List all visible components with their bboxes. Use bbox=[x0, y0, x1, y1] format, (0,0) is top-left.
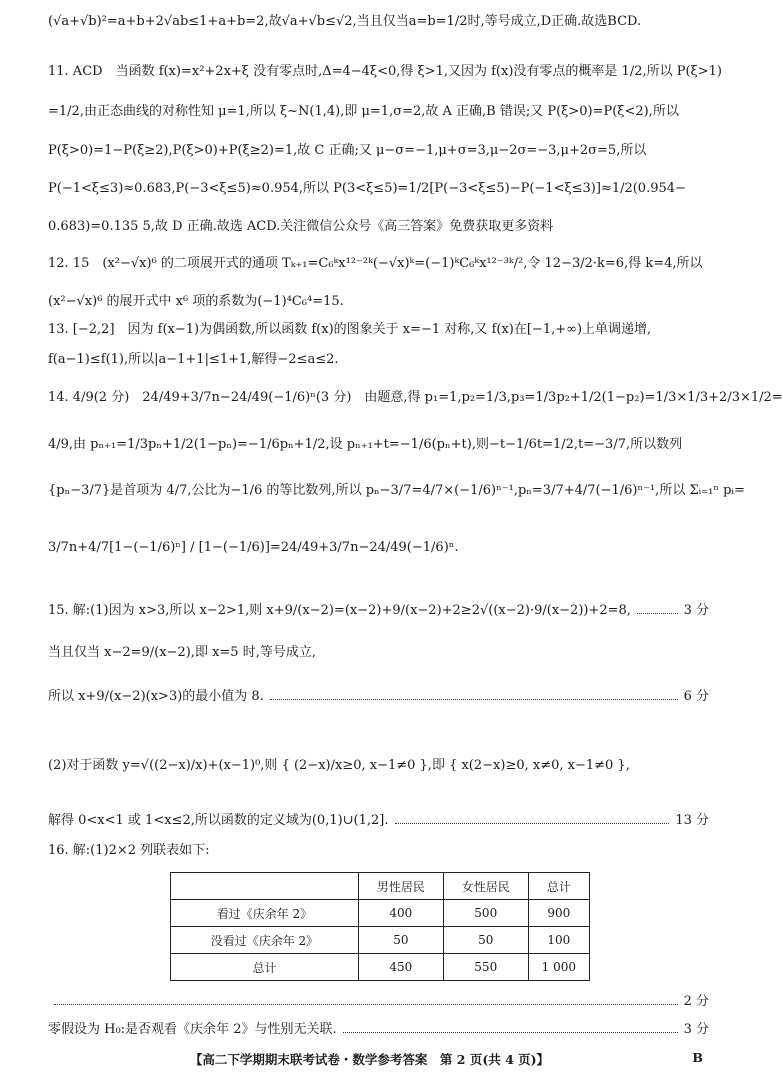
scored-line bbox=[48, 813, 709, 829]
text-line: (√a+√b)²=a+b+2√ab≤1+a+b=2,故√a+√b≤√2,当且仅当a=b=1/2时,等号成立,D正确.故选BCD. bbox=[48, 14, 642, 29]
text-line: {pₙ−3/7}是首项为 4/7,公比为−1/6 的等比数列,所以 pₙ−3/7=4/7×(−1/6)ⁿ⁻¹,pₙ=3/7+4/7(−1/6)ⁿ⁻¹,所以 Σᵢ₌₁ⁿ pᵢ= bbox=[48, 483, 745, 498]
text-line: 16. 解:(1)2×2 列联表如下: bbox=[48, 843, 210, 858]
text-line: 12. 15 (x²−√x)⁶ 的二项展开式的通项 Tₖ₊₁=C₆ᵏx¹²⁻²ᵏ(−√x)ᵏ=(−1)ᵏC₆ᵏx¹²⁻³ᵏ/²,令 12−3/2·k=6,得 k=4,所以 bbox=[48, 256, 703, 271]
leader-dots bbox=[270, 689, 678, 700]
table-cell: 1 000 bbox=[528, 954, 589, 981]
table-row bbox=[171, 900, 590, 927]
score-label: 2 分 bbox=[683, 994, 709, 1009]
table-cell: 900 bbox=[528, 900, 589, 927]
scored-text: 零假设为 H₀:是否观看《庆余年 2》与性别无关联. bbox=[48, 1022, 337, 1037]
text-line: f(a−1)≤f(1),所以|a−1+1|≤1+1,解得−2≤a≤2. bbox=[48, 352, 339, 367]
table-cell: 总计 bbox=[171, 954, 359, 981]
scored-line bbox=[48, 994, 709, 1010]
table-header-row bbox=[171, 873, 590, 900]
table-row bbox=[171, 927, 590, 954]
text-line: (2)对于函数 y=√((2−x)/x)+(x−1)⁰,则 { (2−x)/x≥0, x−1≠0 },即 { x(2−x)≥0, x≠0, x−1≠0 }, bbox=[48, 758, 630, 773]
text-line: 当且仅当 x−2=9/(x−2),即 x=5 时,等号成立, bbox=[48, 645, 316, 660]
score-label: 3 分 bbox=[683, 603, 709, 618]
score-label: 6 分 bbox=[683, 689, 709, 704]
page-footer: 【高二下学期期末联考试卷・数学参考答案 第 2 页(共 4 页)】 bbox=[189, 1052, 550, 1067]
version-letter: B bbox=[692, 1050, 703, 1065]
table-cell: 100 bbox=[528, 927, 589, 954]
leader-dots bbox=[637, 603, 678, 614]
text-line: P(ξ>0)=1−P(ξ≥2),P(ξ>0)+P(ξ≥2)=1,故 C 正确;又 μ−σ=−1,μ+σ=3,μ−2σ=−3,μ+2σ=5,所以 bbox=[48, 143, 647, 158]
table-cell: 没看过《庆余年 2》 bbox=[171, 927, 359, 954]
table-row bbox=[171, 954, 590, 981]
text-line: =1/2,由正态曲线的对称性知 μ=1,所以 ξ~N(1,4),即 μ=1,σ=2,故 A 正确,B 错误;又 P(ξ>0)=P(ξ<2),所以 bbox=[48, 104, 679, 119]
table-cell: 400 bbox=[358, 900, 443, 927]
table-cell: 500 bbox=[443, 900, 528, 927]
leader-dots bbox=[54, 994, 678, 1005]
scored-line bbox=[48, 603, 709, 619]
contingency-table bbox=[170, 872, 590, 981]
text-line: 3/7n+4/7[1−(−1/6)ⁿ] / [1−(−1/6)]=24/49+3/7n−24/49(−1/6)ⁿ. bbox=[48, 540, 459, 555]
text-line: 14. 4/9(2 分) 24/49+3/7n−24/49(−1/6)ⁿ(3 分) 由题意,得 p₁=1,p₂=1/3,p₃=1/3p₂+1/2(1−p₂)=1/3×1/3+2/3×1/2= bbox=[48, 390, 783, 405]
scored-text: 解得 0<x<1 或 1<x≤2,所以函数的定义域为(0,1)∪(1,2]. bbox=[48, 813, 389, 828]
scored-line bbox=[48, 689, 709, 705]
table-header-cell bbox=[171, 873, 359, 900]
table-cell: 450 bbox=[358, 954, 443, 981]
table-header-cell: 总计 bbox=[528, 873, 589, 900]
leader-dots bbox=[395, 813, 670, 824]
table-cell: 550 bbox=[443, 954, 528, 981]
leader-dots bbox=[343, 1022, 678, 1033]
scored-line bbox=[48, 1022, 709, 1038]
text-line: 13. [−2,2] 因为 f(x−1)为偶函数,所以函数 f(x)的图象关于 x=−1 对称,又 f(x)在[−1,+∞)上单调递增, bbox=[48, 322, 652, 337]
text-line: 0.683)=0.135 5,故 D 正确.故选 ACD.关注微信公众号《高三答案》免费获取更多资料 bbox=[48, 219, 554, 234]
table-header-cell: 女性居民 bbox=[443, 873, 528, 900]
text-line: 11. ACD 当函数 f(x)=x²+2x+ξ 没有零点时,Δ=4−4ξ<0,得 ξ>1,又因为 f(x)没有零点的概率是 1/2,所以 P(ξ>1) bbox=[48, 64, 722, 79]
text-line: P(−1<ξ≤3)≈0.683,P(−3<ξ≤5)≈0.954,所以 P(3<ξ≤5)=1/2[P(−3<ξ≤5)−P(−1<ξ≤3)]≈1/2(0.954− bbox=[48, 181, 686, 196]
text-line: (x²−√x)⁶ 的展开式中 x⁶ 项的系数为(−1)⁴C₆⁴=15. bbox=[48, 294, 344, 309]
scored-text: 15. 解:(1)因为 x>3,所以 x−2>1,则 x+9/(x−2)=(x−2)+9/(x−2)+2≥2√((x−2)·9/(x−2))+2=8, bbox=[48, 603, 631, 618]
text-line: 4/9,由 pₙ₊₁=1/3pₙ+1/2(1−pₙ)=−1/6pₙ+1/2,设 pₙ₊₁+t=−1/6(pₙ+t),则−t−1/6t=1/2,t=−3/7,所以数列 bbox=[48, 437, 683, 452]
scored-text: 所以 x+9/(x−2)(x>3)的最小值为 8. bbox=[48, 689, 264, 704]
table-cell: 50 bbox=[443, 927, 528, 954]
score-label: 13 分 bbox=[675, 813, 709, 828]
score-label: 3 分 bbox=[683, 1022, 709, 1037]
table-cell: 看过《庆余年 2》 bbox=[171, 900, 359, 927]
table-cell: 50 bbox=[358, 927, 443, 954]
table-header-cell: 男性居民 bbox=[358, 873, 443, 900]
